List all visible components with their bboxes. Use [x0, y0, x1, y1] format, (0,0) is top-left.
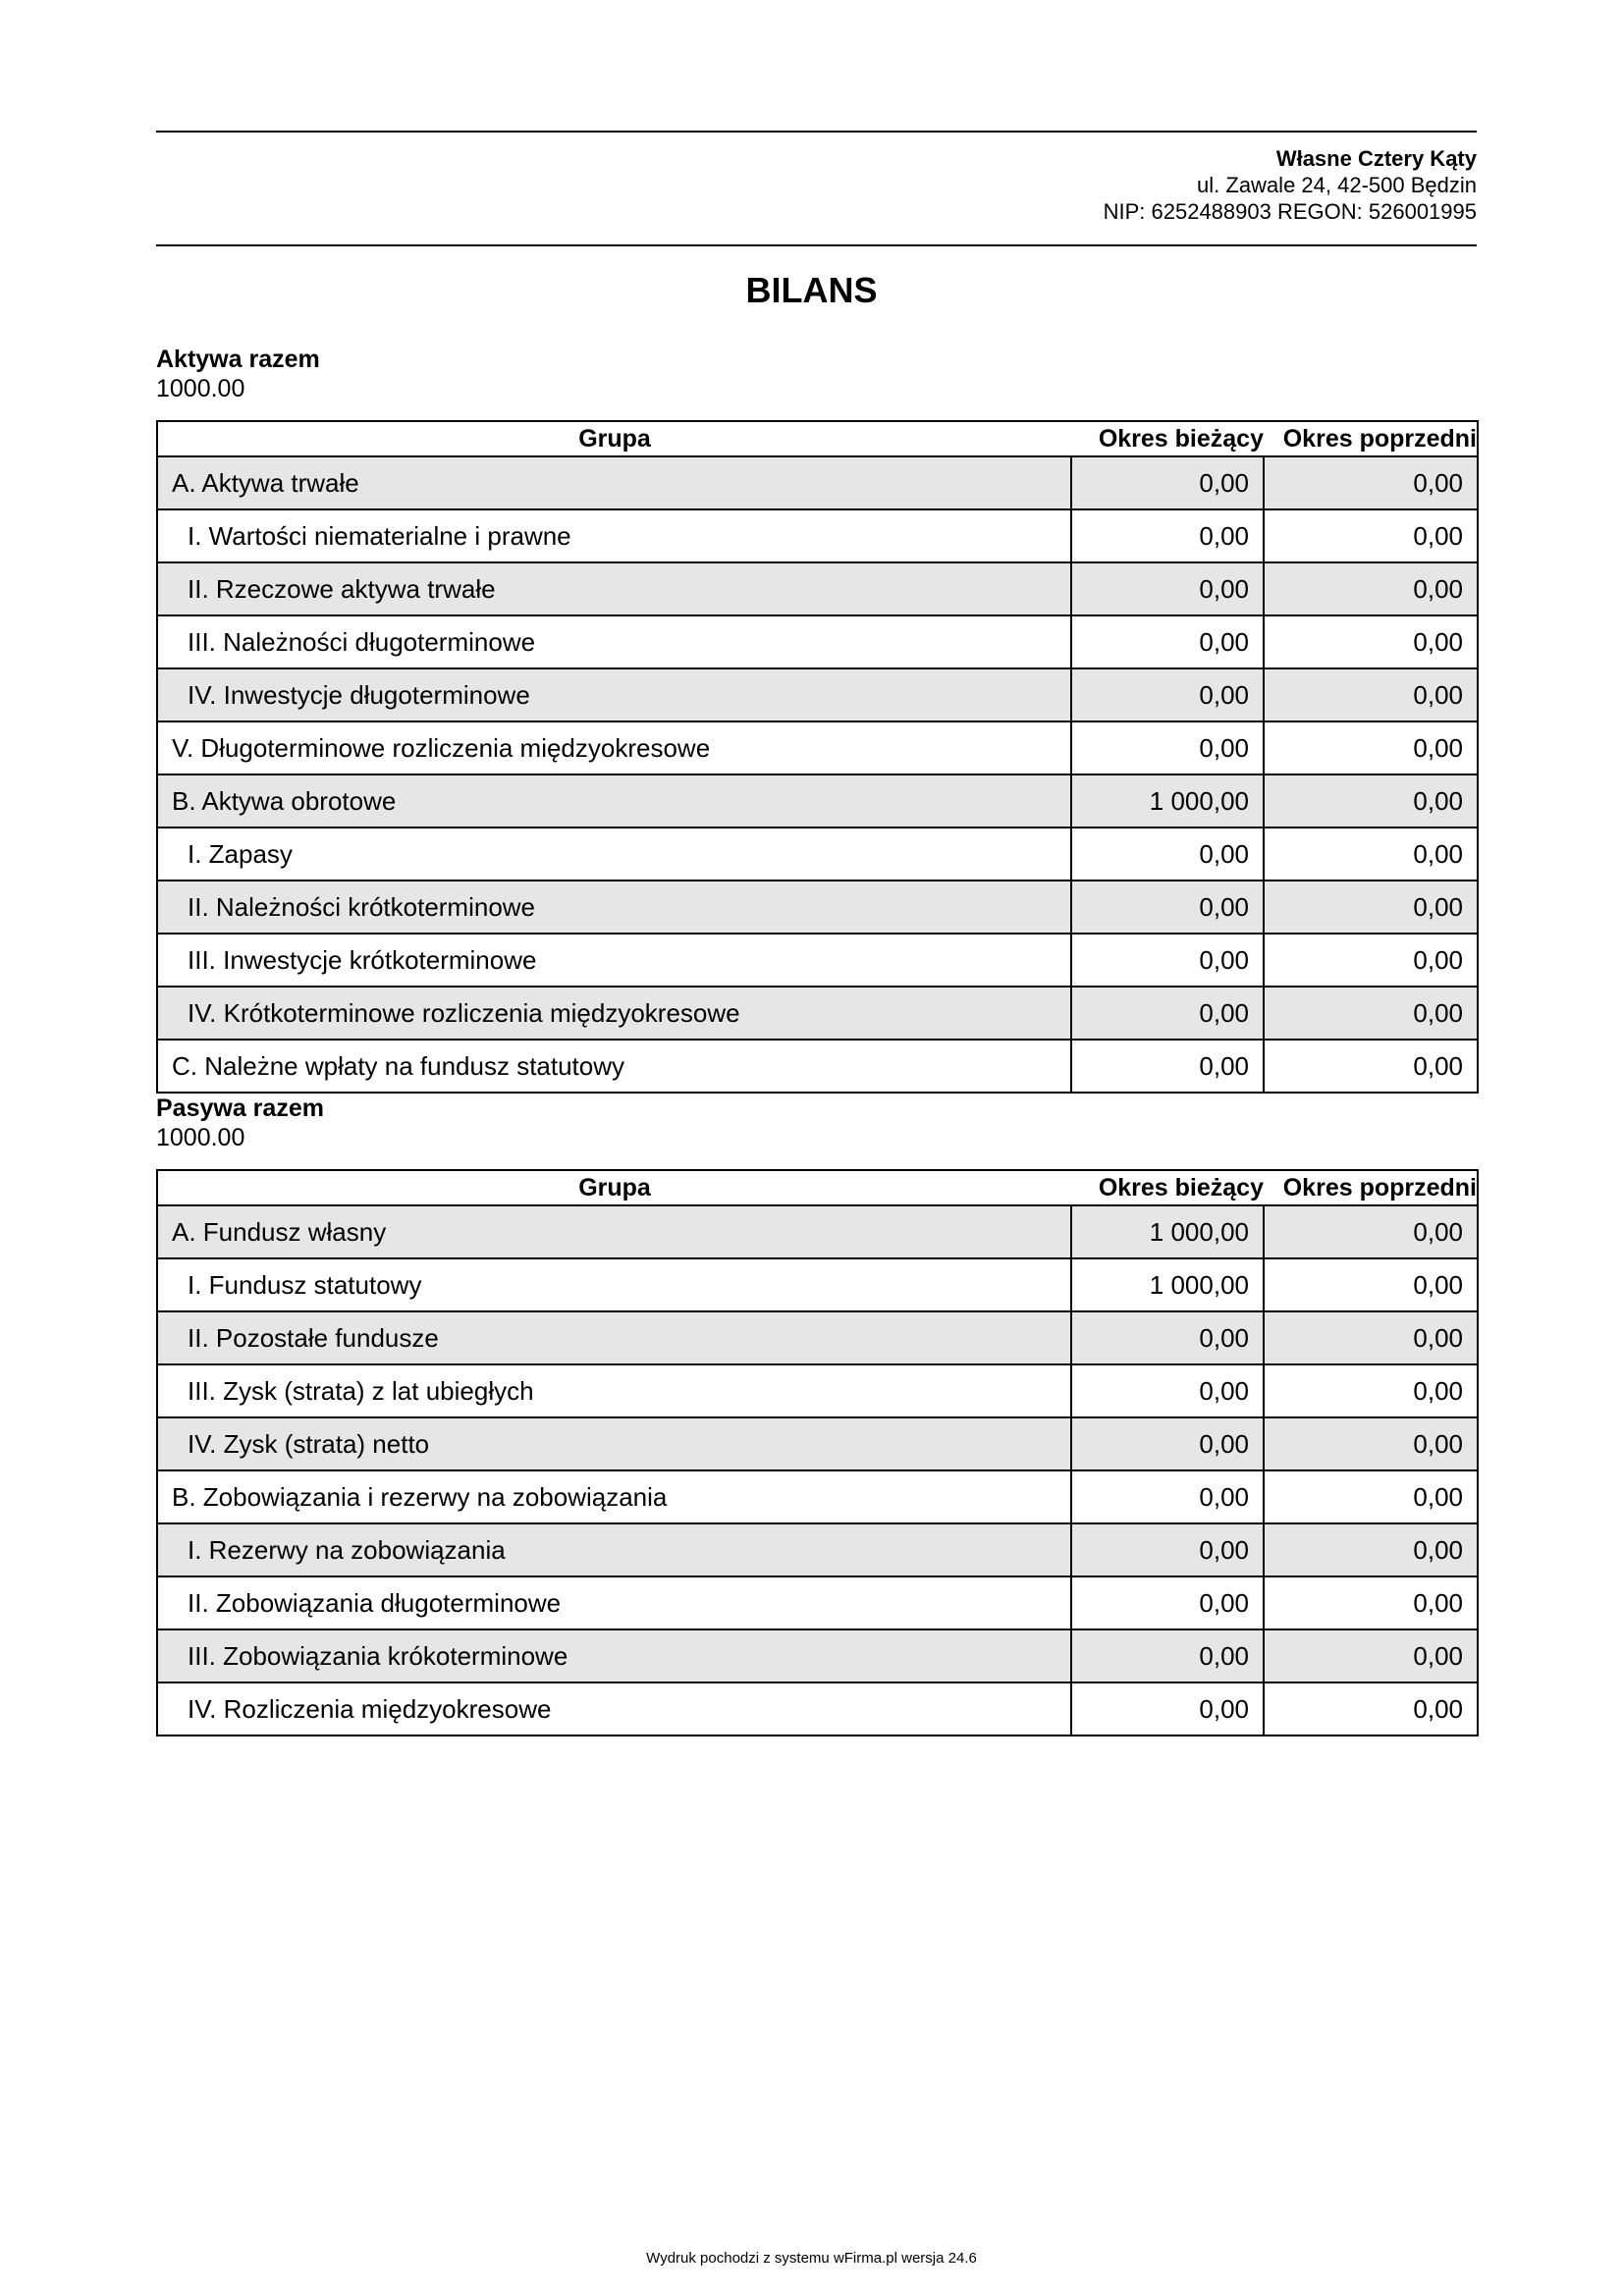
row-group-name: III. Zobowiązania krókoterminowe: [157, 1629, 1071, 1682]
table-row: [157, 1417, 1478, 1470]
row-previous-value: 0,00: [1264, 1040, 1478, 1093]
row-previous-value: 0,00: [1264, 615, 1478, 668]
row-previous-value: 0,00: [1264, 1364, 1478, 1417]
row-group-name: III. Należności długoterminowe: [157, 615, 1071, 668]
row-previous-value: 0,00: [1264, 456, 1478, 509]
row-previous-value: 0,00: [1264, 1682, 1478, 1735]
row-group-name: I. Zapasy: [157, 828, 1071, 881]
row-previous-value: 0,00: [1264, 828, 1478, 881]
row-previous-value: 0,00: [1264, 562, 1478, 615]
table-row: [157, 934, 1478, 987]
row-previous-value: 0,00: [1264, 987, 1478, 1040]
row-current-value: 0,00: [1071, 1364, 1264, 1417]
row-current-value: 0,00: [1071, 1311, 1264, 1364]
column-header-previous: Okres poprzedni: [1264, 421, 1478, 456]
row-group-name: IV. Rozliczenia międzyokresowe: [157, 1682, 1071, 1735]
row-previous-value: 0,00: [1264, 509, 1478, 562]
table-row: [157, 828, 1478, 881]
liabilities-table-header: [157, 1170, 1478, 1205]
row-group-name: A. Aktywa trwałe: [157, 456, 1071, 509]
row-previous-value: 0,00: [1264, 1205, 1478, 1258]
liabilities-total: 1000.00: [156, 1124, 245, 1151]
table-row: [157, 1576, 1478, 1629]
company-ids: NIP: 6252488903 REGON: 526001995: [1103, 199, 1477, 224]
row-current-value: 0,00: [1071, 881, 1264, 934]
row-current-value: 0,00: [1071, 1523, 1264, 1576]
table-row: [157, 1470, 1478, 1523]
row-current-value: 0,00: [1071, 456, 1264, 509]
table-row: [157, 615, 1478, 668]
table-row: [157, 1682, 1478, 1735]
company-address: ul. Zawale 24, 42-500 Będzin: [1197, 173, 1477, 197]
row-previous-value: 0,00: [1264, 1629, 1478, 1682]
column-header-current: Okres bieżący: [1071, 421, 1264, 456]
column-header-previous: Okres poprzedni: [1264, 1170, 1478, 1205]
table-row: [157, 1629, 1478, 1682]
row-group-name: B. Zobowiązania i rezerwy na zobowiązania: [157, 1470, 1071, 1523]
assets-table-body: [157, 456, 1478, 1093]
liabilities-table-body: [157, 1205, 1478, 1735]
table-row: [157, 881, 1478, 934]
row-current-value: 0,00: [1071, 1576, 1264, 1629]
row-previous-value: 0,00: [1264, 934, 1478, 987]
row-current-value: 1 000,00: [1071, 1258, 1264, 1311]
assets-table: [156, 420, 1479, 1094]
footer-note: Wydruk pochodzi z systemu wFirma.pl wersja 24.6: [646, 2250, 977, 2267]
company-block: [1104, 145, 1477, 225]
row-previous-value: 0,00: [1264, 881, 1478, 934]
assets-total: 1000.00: [156, 375, 245, 402]
row-current-value: 0,00: [1071, 828, 1264, 881]
row-current-value: 0,00: [1071, 721, 1264, 774]
table-row: [157, 987, 1478, 1040]
row-group-name: V. Długoterminowe rozliczenia międzyokresowe: [157, 721, 1071, 774]
document-title: BILANS: [745, 270, 878, 310]
row-previous-value: 0,00: [1264, 774, 1478, 828]
row-group-name: C. Należne wpłaty na fundusz statutowy: [157, 1040, 1071, 1093]
table-row: [157, 456, 1478, 509]
row-group-name: II. Rzeczowe aktywa trwałe: [157, 562, 1071, 615]
liabilities-label: Pasywa razem: [156, 1095, 324, 1122]
row-current-value: 0,00: [1071, 509, 1264, 562]
row-current-value: 0,00: [1071, 1470, 1264, 1523]
row-group-name: I. Fundusz statutowy: [157, 1258, 1071, 1311]
assets-label: Aktywa razem: [156, 346, 320, 373]
assets-table-header: [157, 421, 1478, 456]
row-current-value: 1 000,00: [1071, 774, 1264, 828]
table-row: [157, 1523, 1478, 1576]
row-current-value: 0,00: [1071, 934, 1264, 987]
row-group-name: I. Wartości niematerialne i prawne: [157, 509, 1071, 562]
row-group-name: IV. Inwestycje długoterminowe: [157, 668, 1071, 721]
table-row: [157, 562, 1478, 615]
header-top-rule: [156, 131, 1477, 133]
column-header-current: Okres bieżący: [1071, 1170, 1264, 1205]
table-row: [157, 1040, 1478, 1093]
liabilities-summary: [156, 1094, 324, 1152]
row-previous-value: 0,00: [1264, 668, 1478, 721]
table-row: [157, 1205, 1478, 1258]
row-group-name: II. Zobowiązania długoterminowe: [157, 1576, 1071, 1629]
table-row: [157, 1364, 1478, 1417]
table-row: [157, 1258, 1478, 1311]
row-previous-value: 0,00: [1264, 1523, 1478, 1576]
liabilities-table: [156, 1169, 1479, 1736]
row-previous-value: 0,00: [1264, 1470, 1478, 1523]
table-row: [157, 774, 1478, 828]
row-previous-value: 0,00: [1264, 721, 1478, 774]
column-header-group: Grupa: [157, 1170, 1071, 1205]
row-current-value: 0,00: [1071, 615, 1264, 668]
row-current-value: 0,00: [1071, 668, 1264, 721]
row-current-value: 0,00: [1071, 1629, 1264, 1682]
table-row: [157, 1311, 1478, 1364]
table-row: [157, 509, 1478, 562]
row-current-value: 0,00: [1071, 1417, 1264, 1470]
row-previous-value: 0,00: [1264, 1576, 1478, 1629]
row-group-name: II. Pozostałe fundusze: [157, 1311, 1071, 1364]
row-group-name: I. Rezerwy na zobowiązania: [157, 1523, 1071, 1576]
table-row: [157, 668, 1478, 721]
company-name: Własne Cztery Kąty: [1275, 146, 1477, 171]
assets-summary: [156, 345, 320, 403]
row-previous-value: 0,00: [1264, 1417, 1478, 1470]
row-group-name: B. Aktywa obrotowe: [157, 774, 1071, 828]
column-header-group: Grupa: [157, 421, 1071, 456]
row-group-name: IV. Zysk (strata) netto: [157, 1417, 1071, 1470]
row-current-value: 0,00: [1071, 562, 1264, 615]
row-previous-value: 0,00: [1264, 1258, 1478, 1311]
row-group-name: III. Zysk (strata) z lat ubiegłych: [157, 1364, 1071, 1417]
row-current-value: 0,00: [1071, 1682, 1264, 1735]
row-current-value: 0,00: [1071, 1040, 1264, 1093]
row-current-value: 1 000,00: [1071, 1205, 1264, 1258]
table-row: [157, 721, 1478, 774]
header-bottom-rule: [156, 244, 1477, 246]
row-group-name: III. Inwestycje krótkoterminowe: [157, 934, 1071, 987]
row-group-name: A. Fundusz własny: [157, 1205, 1071, 1258]
row-group-name: II. Należności krótkoterminowe: [157, 881, 1071, 934]
row-group-name: IV. Krótkoterminowe rozliczenia międzyokresowe: [157, 987, 1071, 1040]
row-previous-value: 0,00: [1264, 1311, 1478, 1364]
row-current-value: 0,00: [1071, 987, 1264, 1040]
